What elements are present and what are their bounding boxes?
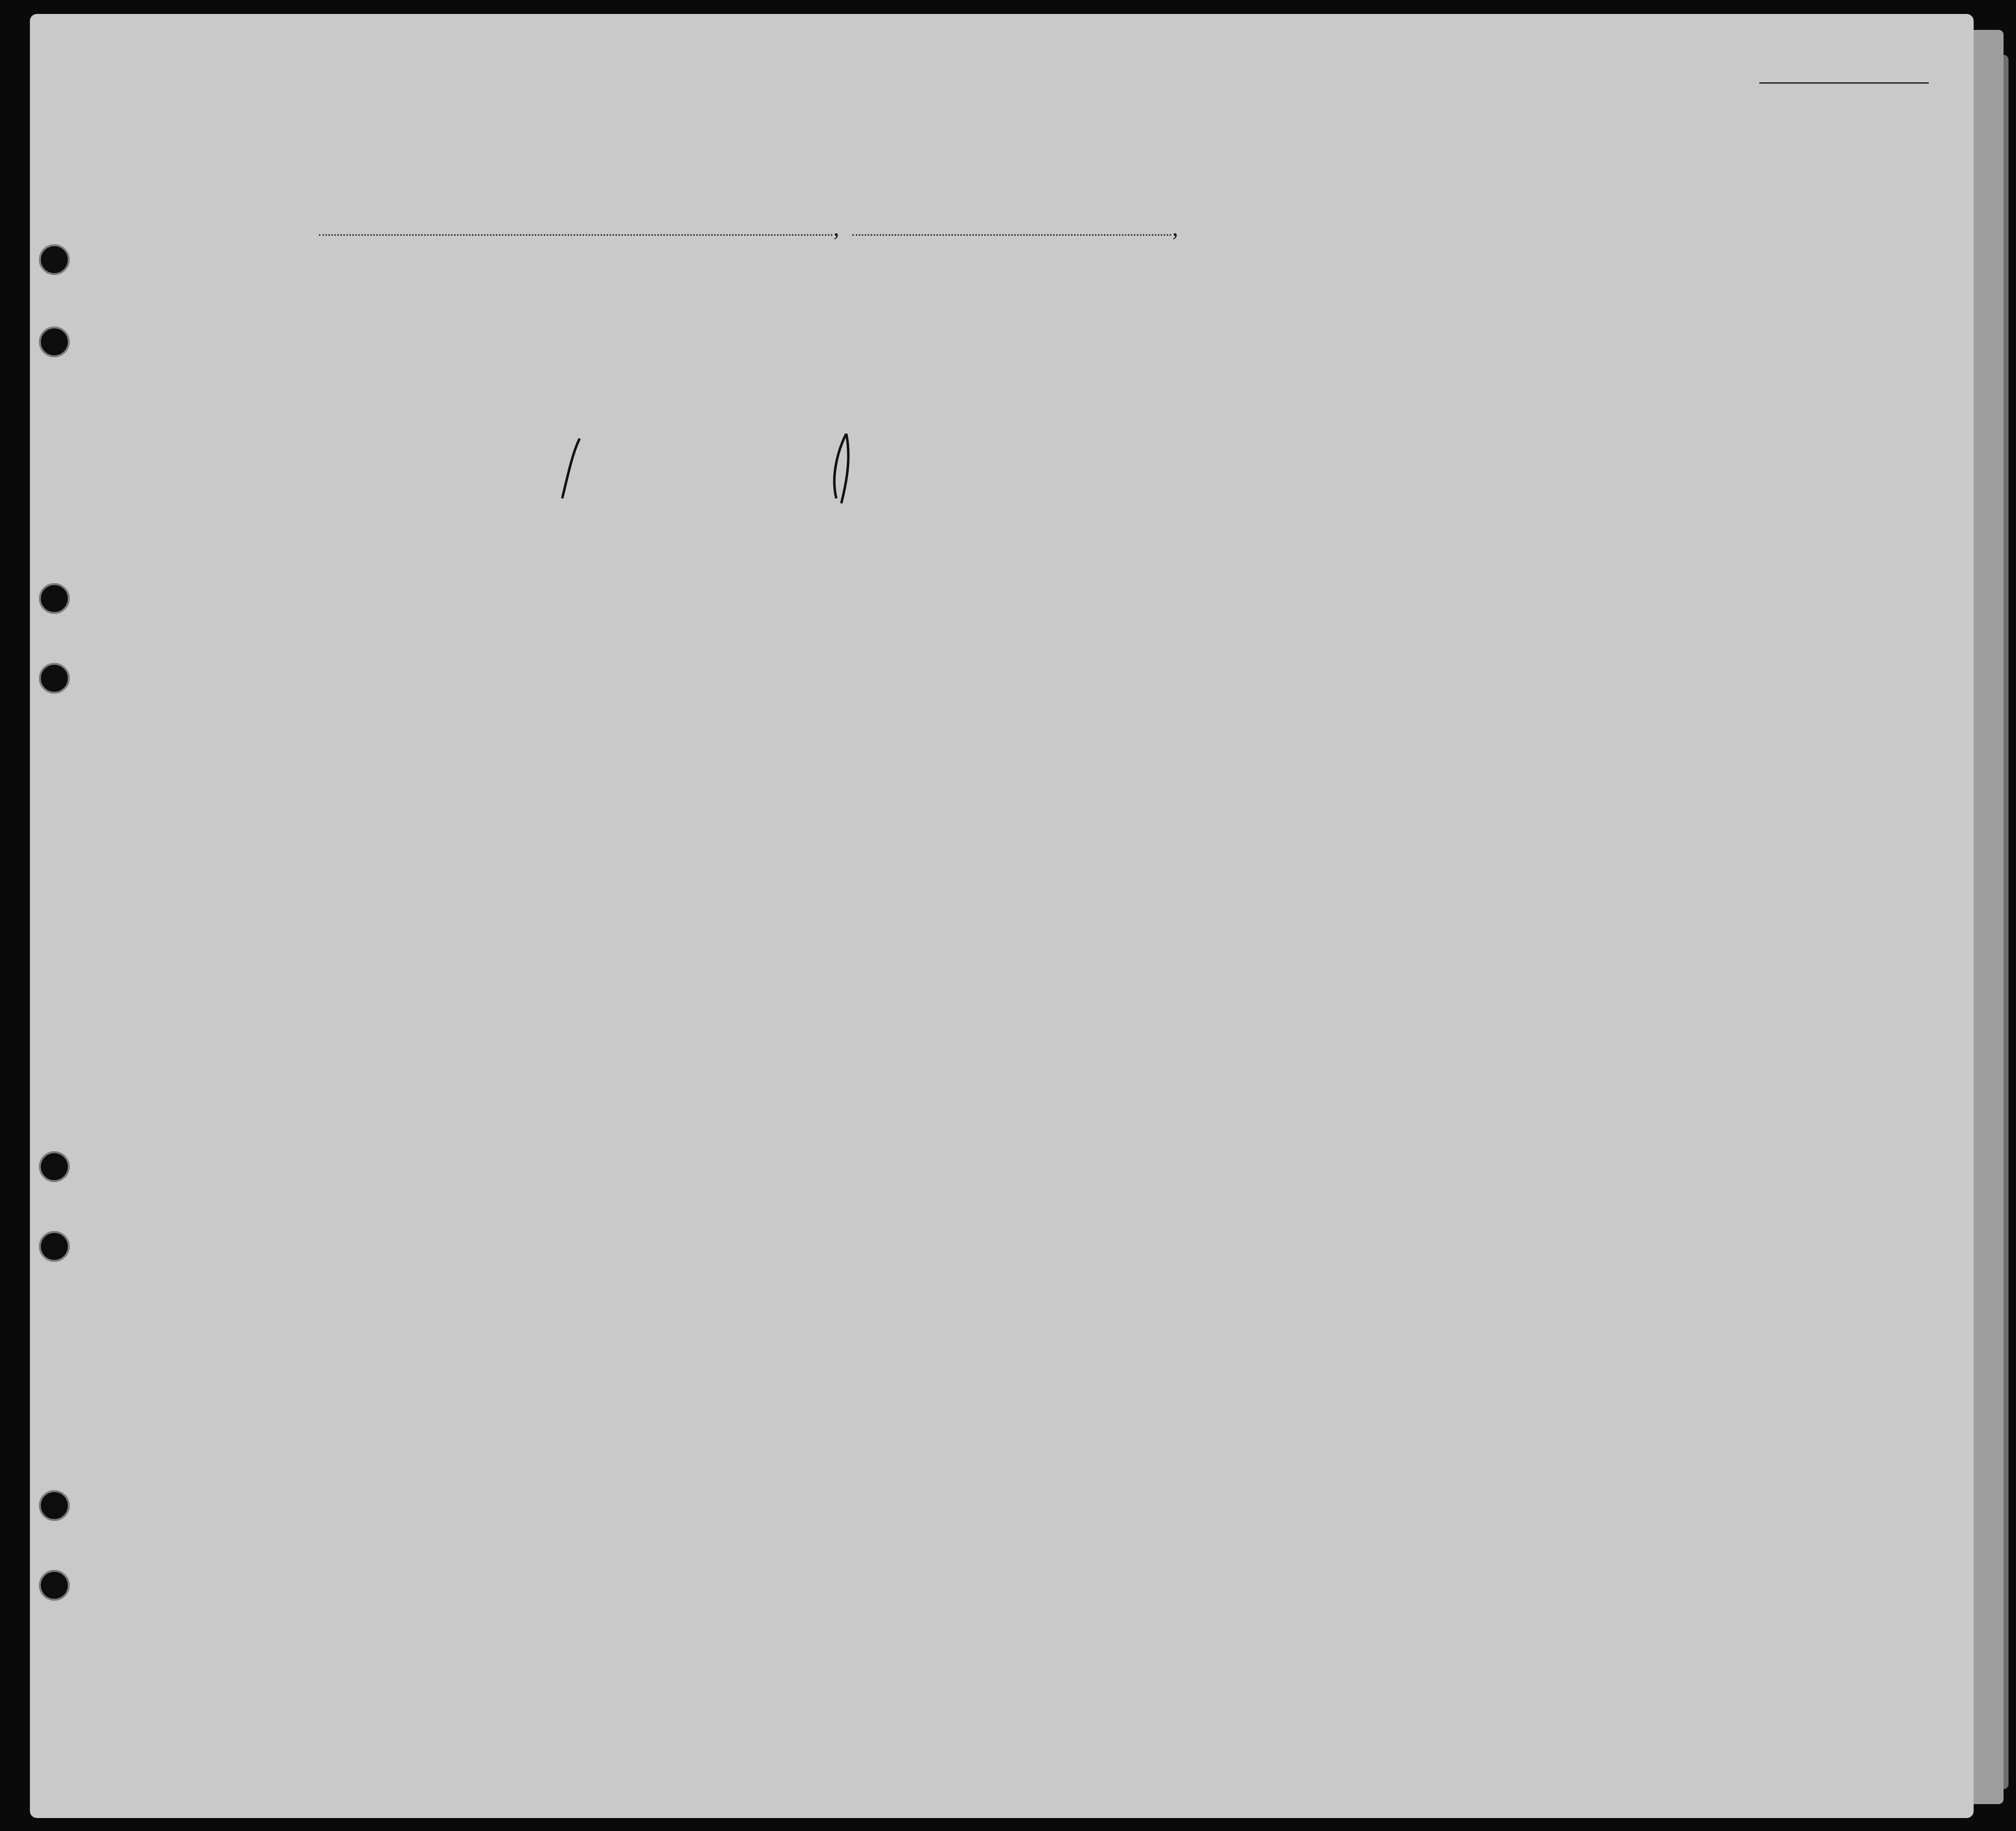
handwritten-strokes bbox=[552, 434, 1399, 508]
comma: , bbox=[1172, 215, 1178, 241]
comma: , bbox=[833, 215, 839, 241]
